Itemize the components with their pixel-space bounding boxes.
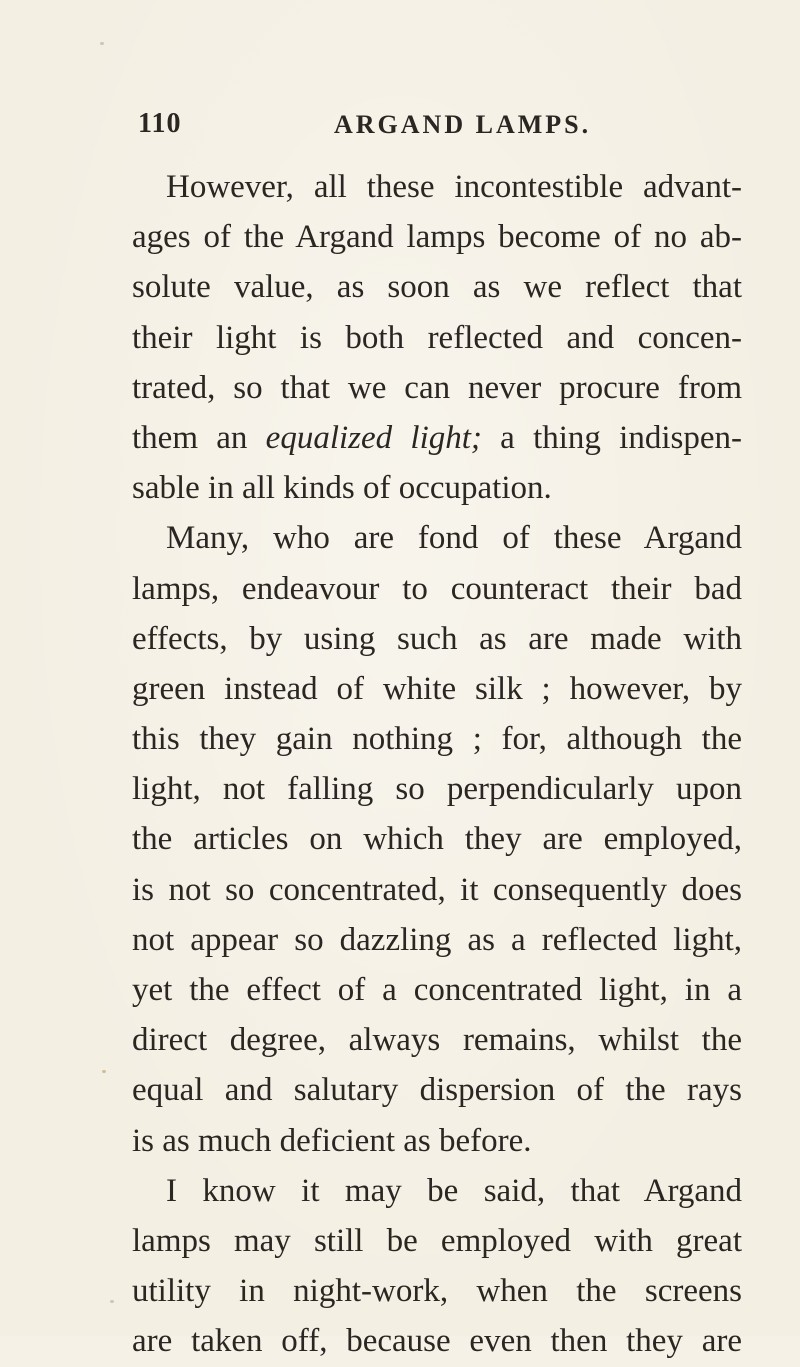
page-header	[138, 108, 738, 148]
text-line: their light is both reflected and concen-	[132, 319, 742, 356]
text-line: is as much deficient as before.	[132, 1122, 532, 1159]
text-line: trated, so that we can never procure from	[132, 369, 742, 406]
text-line: utility in night-work, when the screens	[132, 1273, 742, 1310]
page-number: 110	[138, 108, 182, 139]
text-line: this they gain nothing ; for, although the	[132, 721, 742, 758]
running-head: ARGAND LAMPS.	[334, 110, 592, 139]
text-line: effects, by using such as are made with	[132, 620, 742, 657]
text-line: is not so concentrated, it consequently does	[132, 871, 742, 908]
text-line: ages of the Argand lamps become of no ab-	[132, 219, 742, 256]
text-line: Many, who are fond of these Argand	[166, 520, 742, 557]
text-line: equal and salutary dispersion of the rays	[132, 1072, 742, 1109]
text-line: However, all these incontestible advant-	[166, 169, 742, 205]
text-line: the articles on which they are employed,	[132, 821, 742, 858]
italic-phrase: equalized light;	[265, 419, 482, 456]
paper-speck	[100, 42, 104, 45]
text-line: solute value, as soon as we reflect that	[132, 269, 742, 306]
text-line	[132, 413, 742, 463]
text-line: lamps, endeavour to counteract their bad	[132, 570, 742, 607]
text-line: yet the effect of a concentrated light, in a	[132, 972, 742, 1008]
body-text	[132, 162, 742, 1367]
text-line: are taken off, because even then they are	[132, 1323, 742, 1360]
text-line: light, not falling so perpendicularly upon	[132, 771, 742, 808]
text-line: green instead of white silk ; however, by	[132, 670, 742, 707]
text-line: not appear so dazzling as a reflected light,	[132, 921, 742, 958]
paper-speck	[102, 1070, 106, 1073]
text-segment: a thing indispen-	[481, 419, 742, 456]
text-line: lamps may still be employed with great	[132, 1222, 742, 1259]
paper-speck	[110, 1300, 114, 1303]
text-line: direct degree, always remains, whilst the	[132, 1022, 742, 1059]
text-segment: them an	[132, 419, 266, 456]
text-line: I know it may be said, that Argand	[166, 1172, 742, 1209]
text-line: sable in all kinds of occupation.	[132, 470, 552, 507]
